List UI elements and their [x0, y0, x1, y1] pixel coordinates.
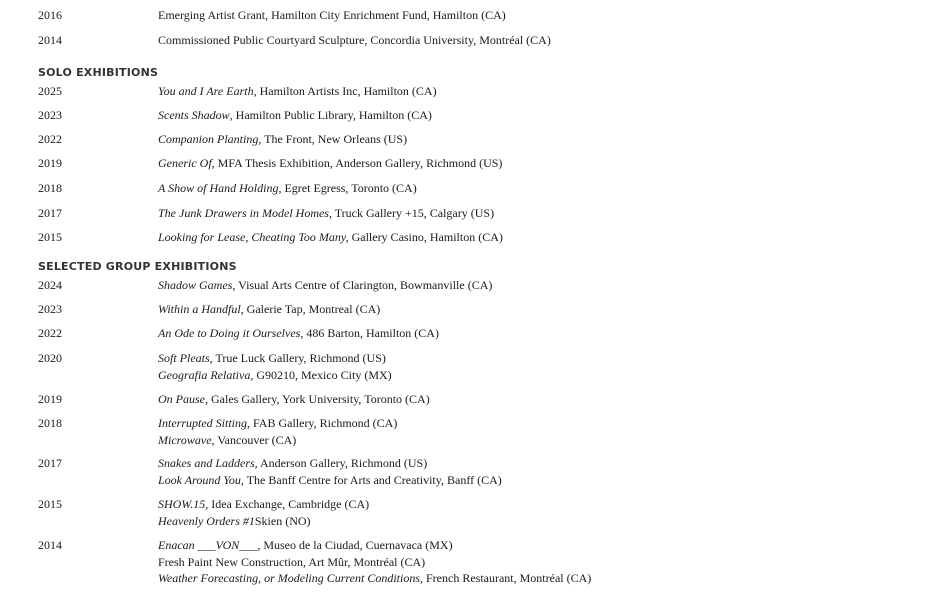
section-heading: SOLO EXHIBITIONS [38, 66, 159, 79]
venue-text: , Vancouver (CA) [211, 432, 297, 447]
work-title: An Ode to Doing it Ourselves, [158, 326, 304, 340]
work-title: Microwave [158, 432, 212, 447]
venue-text: , FAB Gallery, Richmond (CA) [247, 416, 398, 430]
entry-details [158, 325, 439, 342]
venue-text: , Hamilton Public Library, Hamilton (CA) [229, 108, 432, 122]
entry-details [158, 277, 492, 294]
entry-line [158, 205, 494, 222]
work-title: Companion Planting [158, 132, 259, 146]
entry-year: 2018 [38, 181, 62, 195]
entry-line [158, 513, 369, 530]
work-title: Scents Shadow [158, 108, 230, 122]
venue-text: Skien (NO) [254, 513, 311, 528]
work-title: Enacan ___VON___ [158, 538, 258, 552]
venue-text: , True Luck Gallery, Richmond (US) [209, 351, 386, 365]
entry-line [158, 415, 397, 432]
venue-text: , The Front, New Orleans (US) [258, 132, 408, 146]
entry-line [158, 277, 492, 294]
work-title: Soft Pleats [158, 351, 210, 365]
entry-details [158, 83, 437, 100]
entry-year: 2024 [38, 278, 62, 292]
entry-year: 2023 [38, 108, 62, 122]
venue-text: Fresh Paint New Construction, Art Mûr, Montréal (CA) [158, 554, 426, 569]
work-title: On Pause, [158, 392, 208, 406]
venue-text: 486 Barton, Hamilton (CA) [303, 326, 439, 340]
entry-line [158, 367, 392, 384]
entry-line [158, 554, 591, 571]
venue-text: Commissioned Public Courtyard Sculpture, Concordia University, Montréal (CA) [158, 33, 551, 47]
entry-details [158, 496, 369, 529]
entry-year: 2018 [38, 416, 62, 430]
work-title: Interrupted Sitting [158, 416, 247, 430]
entry-details [158, 415, 397, 448]
entry-details [158, 301, 380, 318]
section-heading: SELECTED GROUP EXHIBITIONS [38, 260, 237, 273]
entry-line [158, 570, 591, 587]
venue-text: Visual Arts Centre of Clarington, Bowmanville (CA) [235, 278, 493, 292]
entry-details [158, 391, 430, 408]
entry-year: 2019 [38, 392, 62, 406]
work-title: Look Around You, [158, 472, 244, 487]
venue-text: Anderson Gallery, Richmond (US) [257, 456, 428, 470]
work-title: SHOW.15, [158, 497, 209, 511]
entry-details [158, 32, 551, 49]
entry-line [158, 7, 506, 24]
work-title: A Show of Hand Holding [158, 181, 279, 195]
work-title: You and I Are Earth, [158, 84, 257, 98]
entry-year: 2023 [38, 302, 62, 316]
entry-line [158, 325, 439, 342]
entry-line [158, 432, 397, 449]
entry-year: 2020 [38, 351, 62, 365]
venue-text: Idea Exchange, Cambridge (CA) [208, 497, 370, 511]
venue-text: , Egret Egress, Toronto (CA) [278, 181, 417, 195]
entry-year: 2014 [38, 538, 62, 552]
work-title: Weather Forecasting, or Modeling Current Conditions [158, 571, 420, 585]
entry-year: 2019 [38, 156, 62, 170]
entry-line [158, 107, 432, 124]
entry-line [158, 301, 380, 318]
entry-details [158, 229, 503, 246]
venue-text: Galerie Tap, Montreal (CA) [243, 302, 381, 316]
venue-text: G90210, Mexico City (MX) [253, 367, 392, 382]
entry-year: 2016 [38, 8, 62, 22]
entry-year: 2014 [38, 33, 62, 47]
work-title: The Junk Drawers in Model Homes, [158, 206, 332, 220]
venue-text: , MFA Thesis Exhibition, Anderson Gallery, Richmond (US) [211, 156, 503, 170]
work-title: Within a Handful, [158, 302, 244, 316]
entry-line [158, 131, 407, 148]
entry-line [158, 496, 369, 513]
entry-details [158, 455, 502, 488]
entry-year: 2017 [38, 456, 62, 470]
work-title: Snakes and Ladders, [158, 456, 258, 470]
entry-details [158, 350, 392, 383]
entry-line [158, 350, 392, 367]
entry-details [158, 180, 417, 197]
venue-text: Gallery Casino, Hamilton (CA) [348, 230, 503, 244]
entry-details [158, 205, 494, 222]
venue-text: Truck Gallery +15, Calgary (US) [331, 206, 495, 220]
entry-line [158, 180, 417, 197]
entry-details [158, 131, 407, 148]
venue-text: , French Restaurant, Montréal (CA) [420, 571, 592, 585]
entry-details [158, 155, 502, 172]
work-title: Shadow Games, [158, 278, 236, 292]
venue-text: , Museo de la Ciudad, Cuernavaca (MX) [257, 538, 453, 552]
work-title: Geografia Relativa, [158, 367, 254, 382]
entry-year: 2022 [38, 132, 62, 146]
venue-text: Hamilton Artists Inc, Hamilton (CA) [256, 84, 437, 98]
entry-details [158, 107, 432, 124]
entry-year: 2025 [38, 84, 62, 98]
work-title: Heavenly Orders #1 [158, 513, 255, 528]
entry-year: 2015 [38, 497, 62, 511]
entry-details [158, 537, 591, 587]
entry-year: 2022 [38, 326, 62, 340]
entry-line [158, 472, 502, 489]
work-title: Generic Of [158, 156, 212, 170]
venue-text: Emerging Artist Grant, Hamilton City Enrichment Fund, Hamilton (CA) [158, 8, 506, 22]
entry-line [158, 32, 551, 49]
entry-line [158, 229, 503, 246]
entry-line [158, 155, 502, 172]
entry-line [158, 83, 437, 100]
venue-text: The Banff Centre for Arts and Creativity, Banff (CA) [243, 472, 502, 487]
venue-text: Gales Gallery, York University, Toronto (CA) [208, 392, 430, 406]
entry-line [158, 455, 502, 472]
entry-details [158, 7, 506, 24]
work-title: Looking for Lease, Cheating Too Many, [158, 230, 349, 244]
entry-year: 2017 [38, 206, 62, 220]
entry-year: 2015 [38, 230, 62, 244]
entry-line [158, 537, 591, 554]
entry-line [158, 391, 430, 408]
